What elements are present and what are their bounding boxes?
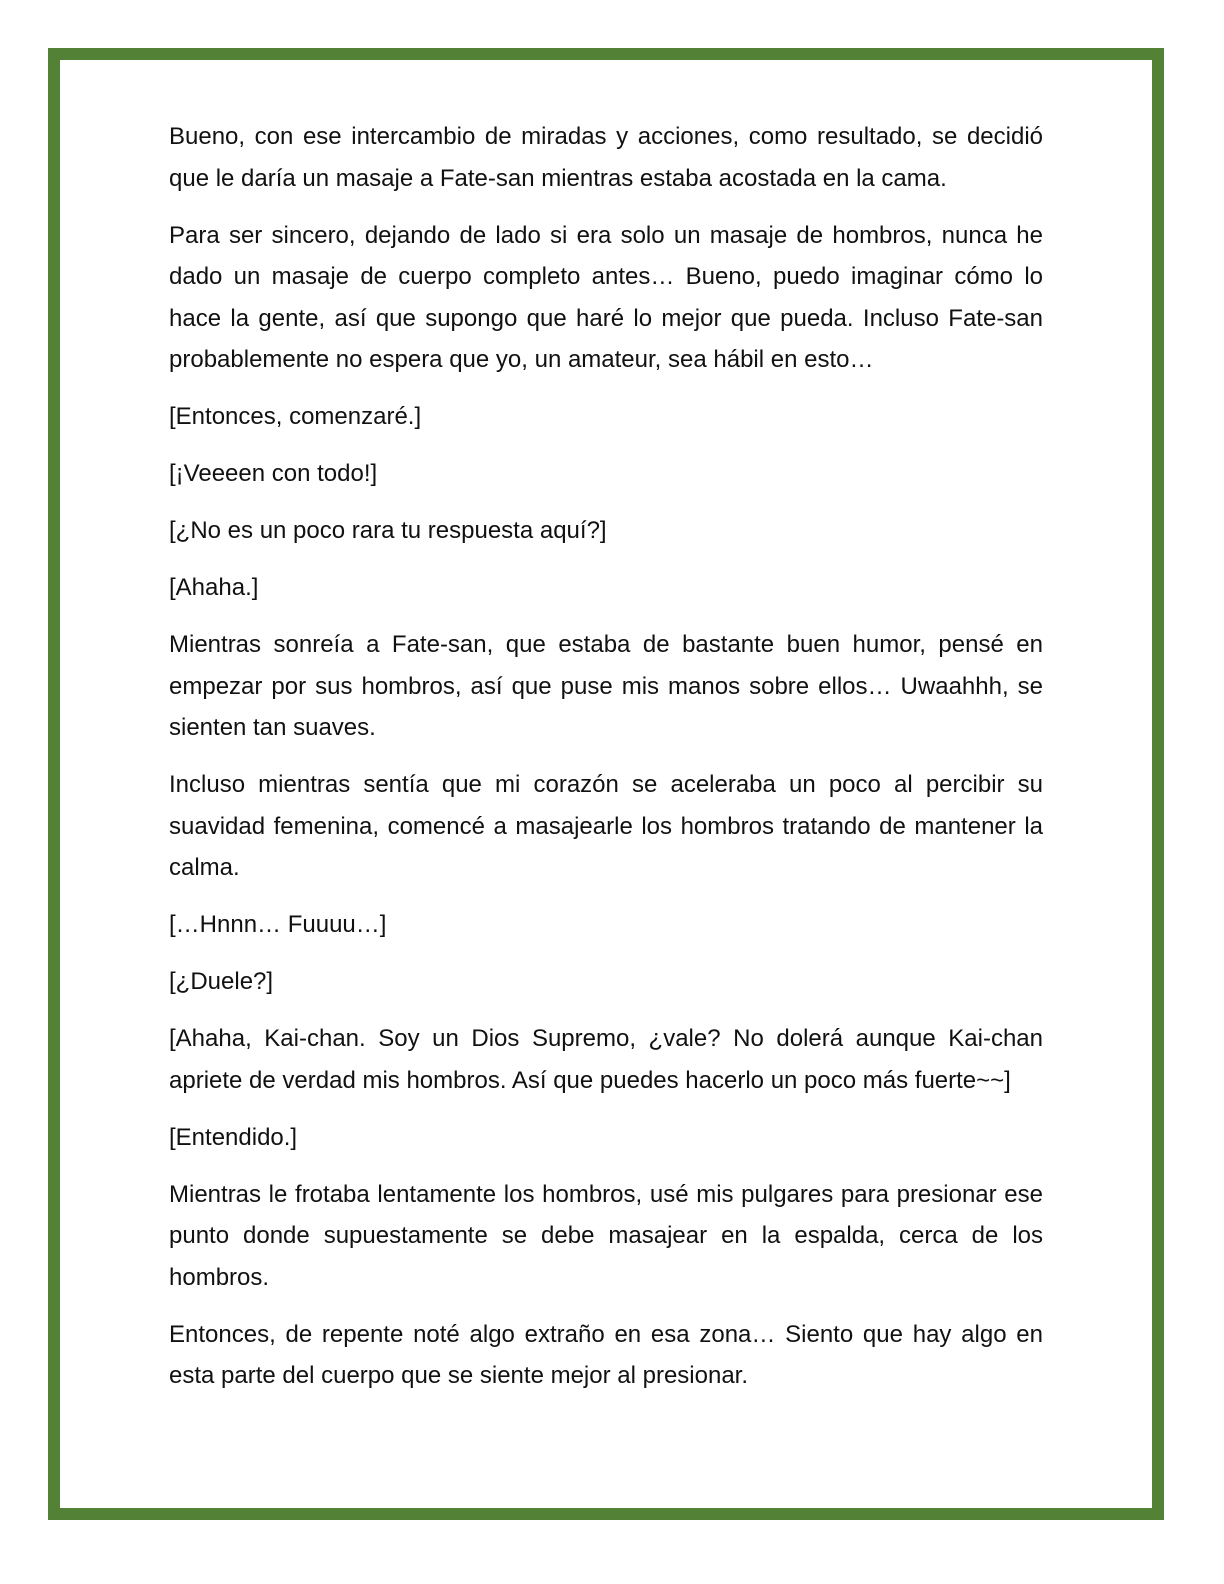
dialogue-line-1: [Entonces, comenzaré.] [169, 403, 422, 430]
dialogue-line-4: [Ahaha.] [169, 574, 259, 601]
paragraph-3: Mientras sonreía a Fate-san, que estaba de bastante buen humor, pensé en empezar por sus hombros, así que puse mis manos sobre ellos… Uwaahhh, se sienten tan suaves. [169, 631, 1043, 741]
dialogue-line-2: [¡Veeeen con todo!] [169, 460, 378, 487]
paragraph-1: Bueno, con ese intercambio de miradas y acciones, como resultado, se decidió que le daría un masaje a Fate-san mientras estaba acostada en la cama. [169, 123, 1043, 192]
body-text [169, 116, 1043, 1412]
dialogue-line-5: […Hnnn… Fuuuu…] [169, 911, 387, 938]
dialogue-line-6: [¿Duele?] [169, 968, 274, 995]
dialogue-line-7: [Ahaha, Kai-chan. Soy un Dios Supremo, ¿vale? No dolerá aunque Kai-chan apriete de verdad mis hombros. Así que puedes hacerlo un poco más fuerte~~] [169, 1025, 1043, 1094]
dialogue-line-3: [¿No es un poco rara tu respuesta aquí?] [169, 517, 607, 544]
paragraph-4: Incluso mientras sentía que mi corazón se aceleraba un poco al percibir su suavidad femenina, comencé a masajearle los hombros tratando de mantener la calma. [169, 771, 1043, 881]
paragraph-2: Para ser sincero, dejando de lado si era solo un masaje de hombros, nunca he dado un masaje de cuerpo completo antes… Bueno, puedo imaginar cómo lo hace la gente, así que supongo que haré lo mejor que pueda. Incluso Fate-san probablemente no espera que yo, un amateur, sea hábil en esto… [169, 221, 1043, 373]
dialogue-line-8: [Entendido.] [169, 1123, 298, 1151]
paragraph-5: Mientras le frotaba lentamente los hombros, usé mis pulgares para presionar ese punto donde supuestamente se debe masajear en la espalda, cerca de los hombros. [169, 1180, 1043, 1291]
paragraph-6: Entonces, de repente noté algo extraño en esa zona… Siento que hay algo en esta parte del cuerpo que se siente mejor al presionar. [169, 1320, 1043, 1389]
